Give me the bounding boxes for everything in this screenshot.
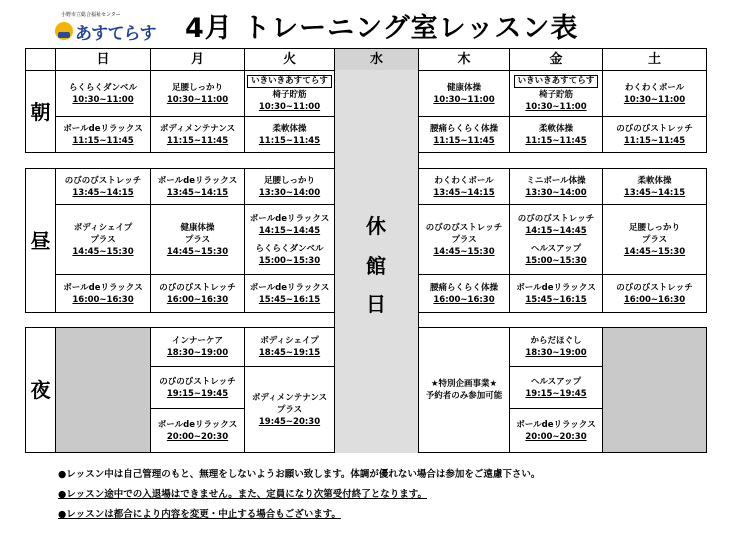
lesson-name: 足腰しっかり <box>628 222 680 233</box>
lesson-name: のびのびストレッチ <box>616 123 693 134</box>
lesson-name: ボールdeリラックス <box>516 282 596 293</box>
lesson-time: 11:15~11:45 <box>433 135 495 146</box>
page-title: 4月 トレーニング室レッスン表 <box>185 13 579 44</box>
lesson-time: 14:45~15:30 <box>433 246 495 257</box>
header-corner <box>25 48 56 71</box>
lesson-time: 11:15~11:45 <box>72 135 134 146</box>
lesson-time: 13:45~14:15 <box>72 187 134 198</box>
lesson-name: ミニボール体操 <box>526 175 586 186</box>
lesson-name: インナーケア <box>171 336 223 346</box>
lesson-time: 14:45~15:30 <box>623 246 686 257</box>
lesson-time: 18:45~19:15 <box>258 348 321 358</box>
lesson-name: ボールdeリラックス <box>157 419 238 430</box>
lesson-cell <box>55 204 151 275</box>
period-noon <box>25 168 56 313</box>
day-header <box>509 48 603 71</box>
special-event-cell <box>418 327 510 453</box>
lesson-time: 16:00~16:30 <box>72 294 134 305</box>
lesson-name: わくわくボール <box>624 82 685 93</box>
lesson-time: 19:15~19:45 <box>525 388 587 399</box>
day-header <box>418 48 510 71</box>
day-label: 火 <box>282 51 296 67</box>
lesson-cell <box>418 70 510 117</box>
lesson-name: ボディメンテナンス <box>159 123 236 134</box>
day-header <box>150 48 245 71</box>
lesson-name: ボールdeリラックス <box>63 123 143 134</box>
lesson-time: 19:15~19:45 <box>166 388 229 399</box>
lesson-time: 13:45~14:15 <box>433 187 495 198</box>
lesson-name: ヘルスアップ <box>530 376 582 387</box>
lesson-time: 19:45~20:30 <box>258 416 321 427</box>
note-1: ●レッスン中は自己管理のもと、無理をしないようお願い致します。体調が優れない場合は参加をご遠慮下さい。 <box>58 469 541 480</box>
lesson-time: 20:00~20:30 <box>166 431 229 442</box>
lesson-cell <box>244 366 335 453</box>
lesson-name: のびのびストレッチ <box>616 282 693 293</box>
lesson-cell <box>418 116 510 153</box>
logo-small-text: 小野市立総合福祉センター <box>61 12 121 18</box>
lesson-cell <box>55 168 151 205</box>
lesson-cell <box>418 204 510 275</box>
period-label: 朝 <box>30 99 51 124</box>
lesson-cell <box>150 327 245 367</box>
lesson-sub: プラス <box>276 404 303 415</box>
day-header <box>55 48 151 71</box>
day-header <box>244 48 335 71</box>
special-note: 予約者のみ参加可能 <box>425 391 503 401</box>
day-header <box>334 48 419 71</box>
day-label: 土 <box>647 51 661 67</box>
period-morning <box>25 70 56 153</box>
lesson-cell <box>602 70 707 117</box>
lesson-time: 15:00~15:30 <box>525 255 587 266</box>
lesson-time: 18:30~19:00 <box>525 348 587 358</box>
lesson-name: からだほぐし <box>530 336 582 346</box>
lesson-cell <box>509 408 603 453</box>
lesson-name: ボールdeリラックス <box>249 213 330 224</box>
lesson-cell <box>150 116 245 153</box>
lesson-cell <box>602 274 707 313</box>
lesson-time: 13:45~14:15 <box>166 187 229 198</box>
special-title: ★特別企画事業★ <box>430 379 498 389</box>
lesson-name: のびのびストレッチ <box>517 213 595 224</box>
lesson-name: 健康体操 <box>446 82 481 93</box>
lesson-cell <box>244 204 335 275</box>
lesson-time: 18:30~19:00 <box>166 348 229 358</box>
lesson-cell <box>602 204 707 275</box>
note-3: ●レッスンは都合により内容を変更・中止する場合もございます。 <box>58 509 341 520</box>
lesson-cell <box>244 327 335 367</box>
lesson-cell <box>55 70 151 117</box>
lesson-name: 健康体操 <box>180 222 215 233</box>
lesson-cell <box>418 168 510 205</box>
lesson-time: 10:30~11:00 <box>258 101 321 112</box>
lesson-name: ボディシェイプ <box>73 222 133 233</box>
lesson-name: ボールdeリラックス <box>157 175 238 186</box>
lesson-time: 13:30~14:00 <box>525 187 587 198</box>
day-label: 木 <box>457 51 471 67</box>
logo-sun-icon <box>55 22 73 40</box>
lesson-name: ボールdeリラックス <box>63 282 143 293</box>
lesson-time: 14:15~14:45 <box>258 225 321 236</box>
lesson-cell <box>55 116 151 153</box>
lesson-time: 16:00~16:30 <box>623 294 686 305</box>
lesson-badge: いきいきあすてらす <box>514 75 599 88</box>
lesson-cell <box>509 274 603 313</box>
lesson-name: ボディメンテナンス <box>251 392 328 403</box>
lesson-name: ボディシェイプ <box>260 336 319 346</box>
lesson-name: 椅子貯筋 <box>538 89 573 100</box>
lesson-time: 10:30~11:00 <box>166 94 229 105</box>
lesson-cell <box>509 116 603 153</box>
lesson-time: 10:30~11:00 <box>623 94 686 105</box>
day-label: 日 <box>96 51 110 67</box>
logo-name: あすてらす <box>75 24 156 44</box>
lesson-time: 11:15~11:45 <box>623 135 686 146</box>
lesson-cell <box>150 274 245 313</box>
day-label: 月 <box>190 51 204 67</box>
lesson-cell <box>509 327 603 367</box>
lesson-badge: いきいきあすてらす <box>247 75 332 88</box>
lesson-cell <box>244 274 335 313</box>
lesson-cell <box>509 366 603 409</box>
lesson-name: 柔軟体操 <box>538 123 573 134</box>
lesson-time: 11:15~11:45 <box>258 135 321 146</box>
lesson-name: ヘルスアップ <box>530 243 582 254</box>
lesson-name: ボールdeリラックス <box>249 282 330 293</box>
lesson-name: ボールdeリラックス <box>516 419 596 430</box>
empty-cell <box>602 327 707 453</box>
lesson-time: 11:15~11:45 <box>525 135 587 146</box>
lesson-cell <box>509 168 603 205</box>
lesson-sub: プラス <box>184 234 211 245</box>
lesson-name: 腰痛らくらく体操 <box>429 123 498 134</box>
lesson-name: のびのびストレッチ <box>64 175 142 186</box>
lesson-name: 椅子貯筋 <box>272 89 307 100</box>
lesson-sub: プラス <box>451 234 477 245</box>
lesson-time: 15:45~16:15 <box>258 294 321 305</box>
lesson-name: 柔軟体操 <box>272 123 307 134</box>
lesson-cell <box>244 116 335 153</box>
lesson-name: のびのびストレッチ <box>159 282 236 293</box>
lesson-name: 柔軟体操 <box>637 175 672 186</box>
lesson-name: わくわくボール <box>434 175 494 186</box>
lesson-cell <box>150 408 245 453</box>
logo <box>55 8 155 44</box>
period-night <box>25 327 56 453</box>
lesson-name: らくらくダンベル <box>68 82 138 93</box>
lesson-time: 14:45~15:30 <box>72 246 134 257</box>
period-label: 昼 <box>30 228 51 253</box>
lesson-name: 足腰しっかり <box>171 82 223 93</box>
lesson-name: 腰痛らくらく体操 <box>429 282 498 293</box>
empty-cell <box>55 327 151 453</box>
lesson-time: 15:00~15:30 <box>258 255 321 266</box>
lesson-sub: プラス <box>641 234 668 245</box>
note-2: ●レッスン途中での入退場はできません。また、定員になり次第受付終了となります。 <box>58 489 428 500</box>
lesson-time: 14:15~14:45 <box>525 225 587 236</box>
lesson-cell <box>150 366 245 409</box>
day-header <box>602 48 707 71</box>
lesson-cell <box>150 168 245 205</box>
closed-char-2: 館 <box>366 254 386 278</box>
lesson-name: 足腰しっかり <box>263 175 315 186</box>
day-label: 金 <box>549 51 563 67</box>
lesson-cell <box>150 204 245 275</box>
lesson-time: 13:45~14:15 <box>623 187 686 198</box>
lesson-cell <box>602 168 707 205</box>
lesson-cell <box>150 70 245 117</box>
lesson-time: 11:15~11:45 <box>166 135 229 146</box>
lesson-time: 20:00~20:30 <box>525 431 587 442</box>
lesson-time: 16:00~16:30 <box>433 294 495 305</box>
lesson-cell <box>55 274 151 313</box>
lesson-time: 10:30~11:00 <box>433 94 495 105</box>
closed-char-3: 日 <box>366 292 386 316</box>
lesson-name: のびのびストレッチ <box>159 376 236 387</box>
lesson-time: 10:30~11:00 <box>72 94 134 105</box>
period-label: 夜 <box>30 378 51 402</box>
lesson-time: 14:45~15:30 <box>166 246 229 257</box>
lesson-cell <box>602 116 707 153</box>
closed-char-1: 休 <box>366 214 386 238</box>
lesson-name: らくらくダンベル <box>255 243 324 254</box>
day-label: 水 <box>369 51 383 67</box>
lesson-cell <box>509 70 603 117</box>
lesson-name: のびのびストレッチ <box>425 222 503 233</box>
lesson-cell <box>509 204 603 275</box>
lesson-time: 15:45~16:15 <box>525 294 587 305</box>
lesson-time: 16:00~16:30 <box>166 294 229 305</box>
lesson-cell <box>244 168 335 205</box>
lesson-sub: プラス <box>90 234 116 245</box>
lesson-cell <box>418 274 510 313</box>
lesson-cell <box>244 70 335 117</box>
lesson-time: 13:30~14:00 <box>258 187 321 198</box>
lesson-time: 10:30~11:00 <box>525 101 587 112</box>
